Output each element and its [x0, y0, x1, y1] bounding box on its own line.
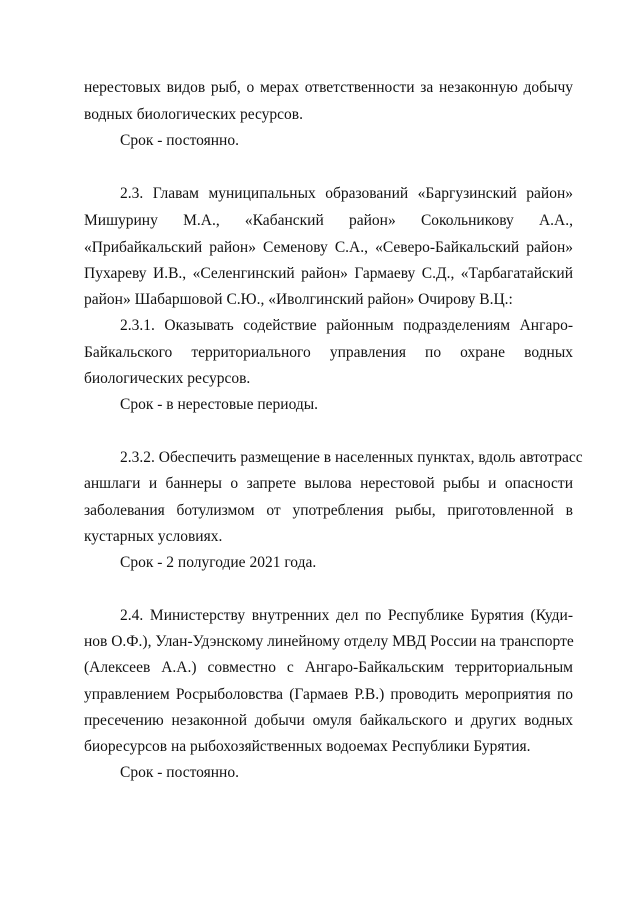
paragraph-2-3-2-line-4: кустарных условиях.: [84, 528, 223, 545]
paragraph-2-4-line-5: пресечению незаконной добычи омуля байкальского и других водных: [84, 712, 573, 729]
paragraph-2-3-2-line-1: 2.3.2. Обеспечить размещение в населенных пунктах, вдоль автотрасс: [120, 449, 583, 466]
paragraph-2-3-line-4: Пухареву И.В., «Селенгинский район» Гармаеву С.Д., «Тарбагатайский: [84, 265, 573, 282]
deadline-text-4: Срок - постоянно.: [120, 764, 239, 781]
paragraph-2-3-1-line-3: биологических ресурсов.: [84, 370, 251, 387]
paragraph-2-4-line-4: управлением Росрыболовства (Гармаев Р.В.) проводить мероприятия по: [84, 686, 573, 703]
paragraph-2-3-line-5: район» Шабаршовой С.Ю., «Иволгинский район» Очирову В.Ц.:: [84, 291, 513, 308]
deadline-text-3: Срок - 2 полугодие 2021 года.: [120, 554, 317, 571]
deadline-text-1: Срок - постоянно.: [120, 132, 239, 149]
paragraph-2-4-line-6: биоресурсов на рыбохозяйственных водоемах Республики Бурятия.: [84, 738, 531, 755]
paragraph-2-3-2-line-2: аншлаги и баннеры о запрете вылова нерестовой рыбы и опасности: [84, 475, 573, 492]
paragraph-2-3-1-line-1: 2.3.1. Оказывать содействие районным подразделениям Ангаро-: [120, 317, 573, 334]
paragraph-2-4-line-2: нов О.Ф.), Улан-Удэнскому линейному отделу МВД России на транспорте: [84, 633, 574, 650]
paragraph-fishing-responsibility-line-2: водных биологических ресурсов.: [84, 106, 304, 123]
paragraph-2-4-line-1: 2.4. Министерству внутренних дел по Республике Бурятия (Куди-: [120, 607, 573, 624]
paragraph-fishing-responsibility-line-1: нерестовых видов рыб, о мерах ответственности за незаконную добычу: [84, 79, 573, 96]
paragraph-2-3-line-2: Мишурину М.А., «Кабанский район» Сокольникову А.А.,: [84, 212, 573, 229]
paragraph-2-4-line-3: (Алексеев А.А.) совместно с Ангаро-Байкальским территориальным: [84, 659, 573, 676]
paragraph-2-3-line-3: «Прибайкальский район» Семенову С.А., «Северо-Байкальский район»: [84, 239, 573, 256]
deadline-text-2: Срок - в нерестовые периоды.: [120, 396, 319, 413]
paragraph-2-3-2-line-3: заболевания ботулизмом от употребления рыбы, приготовленной в: [84, 502, 573, 519]
paragraph-2-3-line-1: 2.3. Главам муниципальных образований «Баргузинский район»: [120, 185, 573, 202]
paragraph-2-3-1-line-2: Байкальского территориального управления по охране водных: [84, 344, 573, 361]
